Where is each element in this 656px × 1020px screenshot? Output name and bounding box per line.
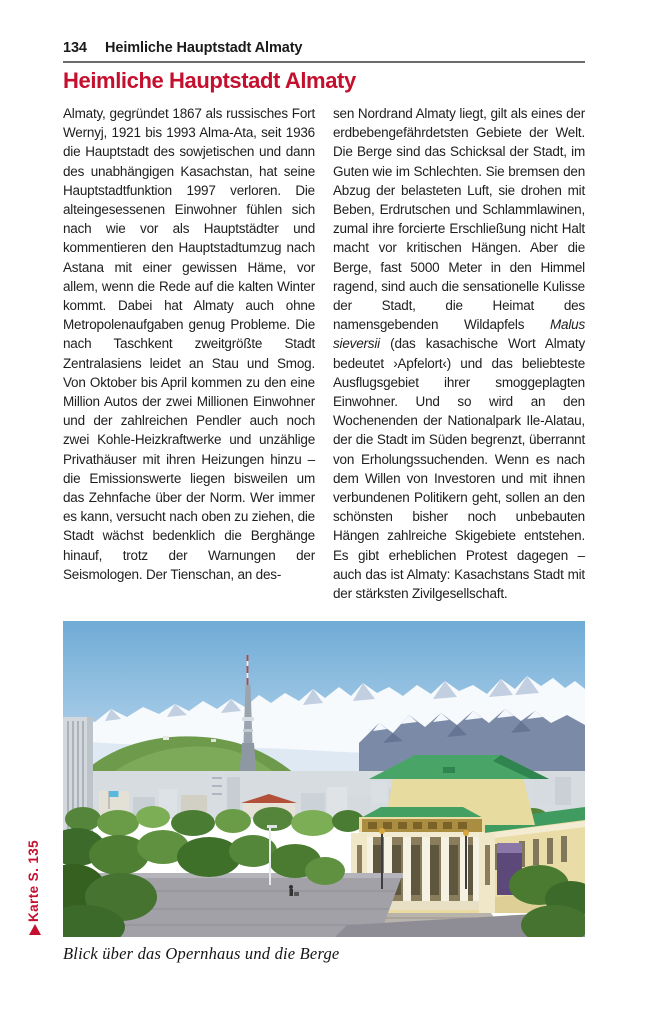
map-reference-label: Karte S. 135 [26,839,41,922]
article-body [63,104,585,603]
article-column-left: Almaty, gegründet 1867 als russisches Fort Wernyj, 1921 bis 1993 Alma-Ata, seit 1936 die Hauptstadt des sowjetischen und dann des unabhängigen Kasachstan, hat seine Hauptstadtfunktion 1997 verloren. Die alteingesessenen Einwohner fühlen sich nach wie vor als Hauptstädter und kommentieren den Hauptstadtumzug nach Astana mit einer gewissen Häme, vor allem, wenn die Rede auf die kalten Winter kommt. Dabei hat Almaty auch ohne Metropolenaufgaben genug Probleme. Die nach Taschkent zweitgrößte Stadt Zentralasiens leidet an Stau und Smog. Von Oktober bis April kommen zu den eine Million Autos der zwei Millionen Einwohner und der zahlreichen Pendler auch noch zwei Kohle-Heizkraftwerke und unzählige Privathäuser mit ihren Heizungen hinzu – die Emissionswerte liegen bisweilen um das Zehnfache über der Norm. Wer immer es kann, versucht nach oben zu ziehen, die Stadt wächst bedenklich die Berghänge hinauf, trotz der Warnungen der Seismologen. Der Tienschan, an des- [63,106,315,582]
photo-caption: Blick über das Opernhaus und die Berge [63,944,340,963]
photo-figure [63,621,585,964]
article-text: sen Nordrand Almaty liegt, gilt als eines der erdbebengefährdetsten Gebiete der Welt. Die Berge sind das Schicksal der Stadt, im Guten wie im Schlechten. Sie bremsen den Abzug der belasteten Luft, sie drohen mit Beben, Erdrutschen und Schlammlawinen, zumal ihre forcierte Erschließung nicht Halt macht vor kritischen Hängen. Aber die Berge, fast 5000 Meter in den Himmel ragend, sind auch die sensationelle Kulisse der Stadt, die Heimat des namensgebenden Wildapfels [333,106,585,333]
page-number: 134 [63,40,87,56]
article-text: (das kasachische Wort Almaty bedeutet ›Apfelort‹) und das beliebteste Ausflugsgebiet ihrer smoggeplagten Einwohner. Und so wird an den Wochenenden der Nationalpark Ile-Alatau, der die Stadt im Süden begrenzt, überrannt von Erholungssuchenden. Wenn es nach dem Willen von Investoren und mit ihnen verbundenen Politikern geht, sollen an den schönsten bisher noch unbebauten Hängen zahlreiche Skigebiete entstehen. Es gibt erheblichen Protest dagegen – auch das ist Almaty: Kasachstans Stadt mit der stärksten Zivilgesellschaft. [333,336,585,602]
chapter-title: Heimliche Hauptstadt Almaty [63,68,356,93]
running-header [63,40,585,63]
article-column-right [333,104,585,603]
triangle-up-icon [29,924,41,935]
opera-house-photo [63,621,585,937]
running-title: Heimliche Hauptstadt Almaty [105,40,303,56]
latin-species-name: Malus sieversii [333,317,585,352]
